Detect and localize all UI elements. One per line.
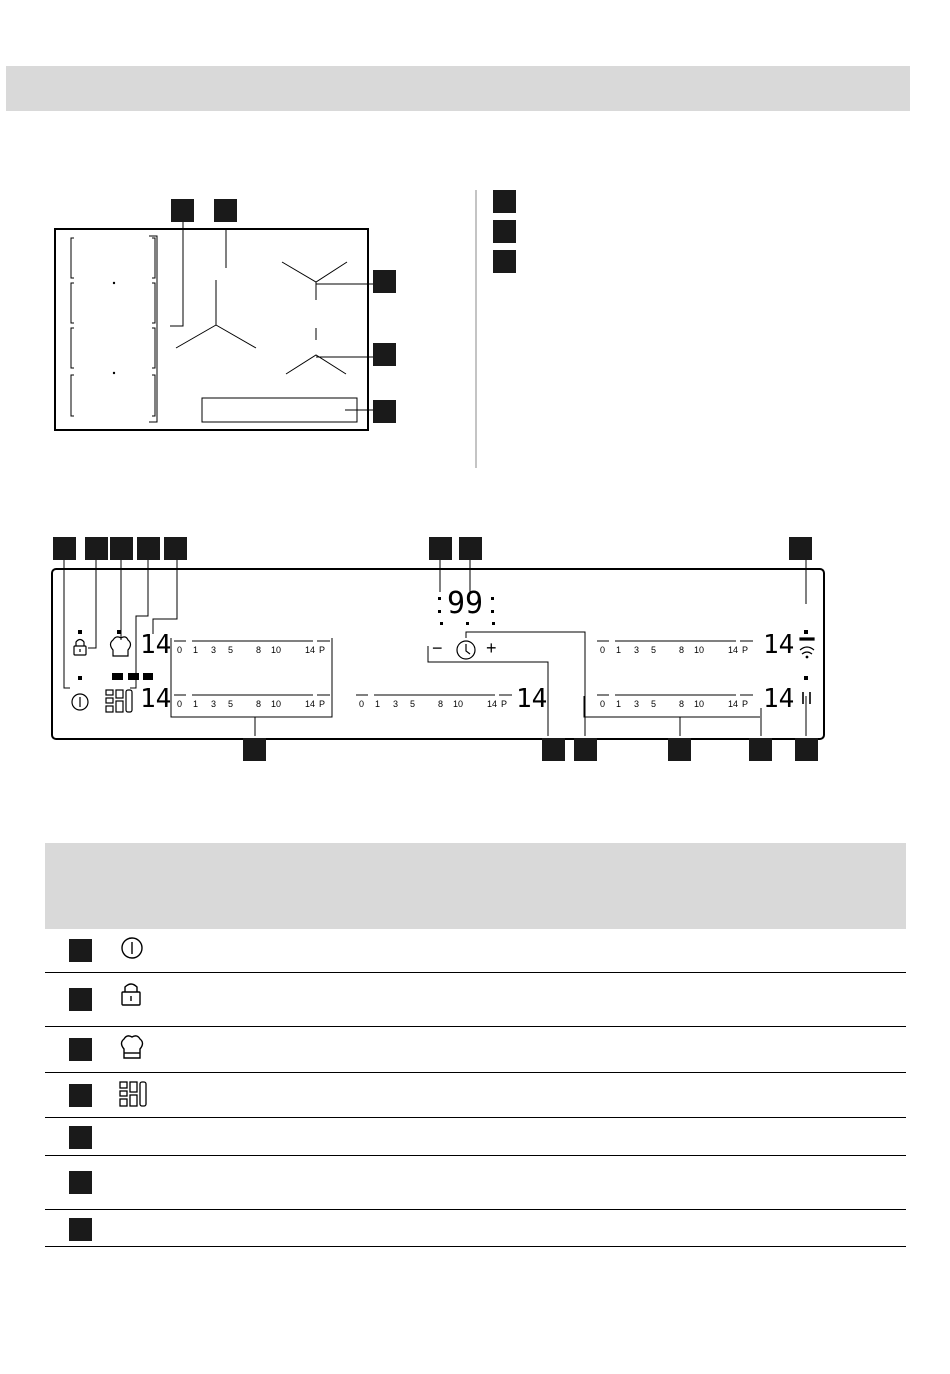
assist-icon	[118, 1080, 148, 1110]
slider-tick-label: 8	[679, 699, 685, 709]
table-row-badge	[69, 1038, 92, 1061]
panel-lock-icon	[74, 640, 86, 656]
zone-display-lower-left: 14	[140, 684, 172, 714]
slider-tick-label: 14	[487, 699, 498, 709]
slider-tick-label: 1	[193, 699, 199, 709]
slider-tick-label: 0	[177, 645, 183, 655]
table-header	[45, 843, 906, 929]
callout-badge	[668, 738, 691, 761]
callout-badge	[373, 270, 396, 293]
callout-badge	[542, 738, 565, 761]
lock-icon	[118, 982, 148, 1012]
callout-badge	[110, 537, 133, 560]
slider-tick-label: 14	[728, 699, 739, 709]
table-row-divider	[45, 1117, 906, 1118]
slider-tick-label: 8	[256, 699, 262, 709]
slider-tick-label: 1	[616, 699, 622, 709]
callout-badge	[795, 738, 818, 761]
control-panel-diagram	[0, 520, 950, 820]
hob-outline	[55, 229, 368, 430]
callout-badge	[164, 537, 187, 560]
slider-tick-label: 8	[679, 645, 685, 655]
slider-tick-label: 0	[177, 699, 183, 709]
slider-tick-label: P	[742, 645, 749, 655]
panel-hob2hood-icon	[800, 638, 814, 658]
flex-zone-brackets	[71, 236, 157, 422]
slider-tick-label: 8	[256, 645, 262, 655]
timer-minus-button[interactable]: −	[432, 638, 443, 658]
zone-marks	[176, 228, 347, 374]
preset-glyphs	[112, 673, 153, 680]
slider-tick-label: 8	[438, 699, 444, 709]
zone-display-upper-left: 14	[140, 630, 172, 660]
slider-tick-label: P	[319, 645, 326, 655]
zone-display-middle: 14	[516, 684, 548, 714]
timer-plus-button[interactable]: +	[486, 638, 497, 658]
chef-hat-icon	[118, 1034, 148, 1064]
slider-tick-label: 1	[375, 699, 381, 709]
cooking-surface-diagram	[0, 0, 950, 480]
callout-badge	[171, 199, 194, 222]
callout-badge	[243, 738, 266, 761]
callout-badge	[85, 537, 108, 560]
slider-tick-label: 14	[728, 645, 739, 655]
table-row-divider	[45, 1026, 906, 1027]
slider-tick-label: P	[319, 699, 326, 709]
table-row-divider	[45, 1209, 906, 1210]
slider-tick-label: 5	[651, 645, 657, 655]
power-icon	[118, 934, 148, 964]
panel-power-icon	[72, 694, 88, 710]
slider-tick-label: P	[501, 699, 508, 709]
panel-timer-icon	[457, 641, 475, 659]
slider-tick-label: 14	[305, 645, 316, 655]
slider-tick-label: 3	[211, 645, 217, 655]
callout-badge	[459, 537, 482, 560]
callout-badge	[574, 738, 597, 761]
table-row-divider	[45, 1155, 906, 1156]
table-row-badge	[69, 1171, 92, 1194]
table-row-divider	[45, 1246, 906, 1247]
table-row-badge	[69, 1126, 92, 1149]
slider-tick-label: 5	[651, 699, 657, 709]
slider-tick-label: 10	[453, 699, 464, 709]
slider-tick-label: 5	[228, 645, 234, 655]
callout-badge	[137, 537, 160, 560]
slider-tick-label: 0	[600, 645, 606, 655]
slider-tick-label: P	[742, 699, 749, 709]
timer-display: 99	[447, 586, 484, 621]
slider-tick-label: 14	[305, 699, 316, 709]
callout-badge	[373, 343, 396, 366]
table-row-badge	[69, 939, 92, 962]
slider-tick-label: 3	[211, 699, 217, 709]
slider-tick-label: 3	[634, 699, 640, 709]
legend-badge	[493, 250, 516, 273]
slider-tick-label: 1	[193, 645, 199, 655]
slider-tick-label: 5	[228, 699, 234, 709]
callout-badge	[789, 537, 812, 560]
table-row-badge	[69, 988, 92, 1011]
table-row-badge	[69, 1084, 92, 1107]
table-row-divider	[45, 972, 906, 973]
zone-display-upper-right: 14	[763, 630, 795, 660]
legend-badge	[493, 220, 516, 243]
callout-badge	[214, 199, 237, 222]
slider-tick-label: 3	[393, 699, 399, 709]
zone-display-lower-right: 14	[763, 684, 795, 714]
slider-tick-label: 1	[616, 645, 622, 655]
slider-tick-label: 10	[271, 699, 282, 709]
legend-badge	[493, 190, 516, 213]
slider-tick-label: 0	[600, 699, 606, 709]
slider-tick-label: 5	[410, 699, 416, 709]
callout-badge	[373, 400, 396, 423]
slider-tick-label: 10	[694, 699, 705, 709]
callout-badge	[53, 537, 76, 560]
slider-tick-label: 10	[271, 645, 282, 655]
table-row-divider	[45, 1072, 906, 1073]
table-row-badge	[69, 1218, 92, 1241]
panel-assist-icon	[106, 690, 132, 712]
slider-tick-label: 10	[694, 645, 705, 655]
diagram-control-panel	[202, 398, 357, 422]
slider-tick-label: 0	[359, 699, 365, 709]
slider-tick-label: 3	[634, 645, 640, 655]
callout-badge	[749, 738, 772, 761]
callout-badge	[429, 537, 452, 560]
